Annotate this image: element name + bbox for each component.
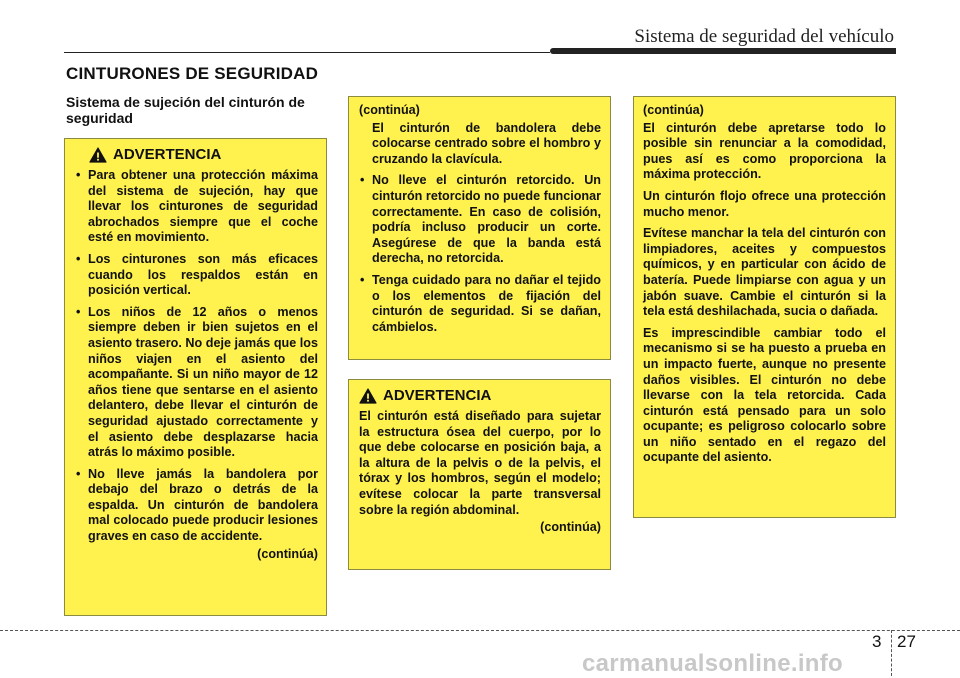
warning-box-1 [64,138,327,616]
section-subtitle: Sistema de sujeción del cinturón de seguridad [66,94,305,126]
page-number: 27 [897,632,916,651]
list-item: • No lleve jamás la bandolera por debajo del brazo o detrás de la espalda. Un cinturón de bandolera mal colocado puede producir lesiones graves en caso de accidente. [75,467,318,545]
footer-rule [0,630,960,631]
continues-label: (continúa) [540,520,601,535]
header-bar [550,48,896,54]
warning-list [75,168,318,545]
warning-list [359,173,601,335]
paragraph: Evítese manchar la tela del cinturón con limpiadores, aceites y compuestos químicos, y en particular con ácido de batería. Puede limpiarse con agua y un jabón suave. Cambie el cinturón si la tela está deshilachada, sucia o dañada. [643,226,886,319]
section-title: CINTURONES DE SEGURIDAD [66,64,319,83]
warning-label: ADVERTENCIA [113,146,222,164]
footer-divider [891,630,892,676]
warning-triangle-icon [89,147,107,163]
list-item: • Los cinturones son más eficaces cuando los respaldos están en posición vertical. [75,252,318,299]
continued-paragraph: El cinturón de bandolera debe colocarse centrado sobre el hombro y cruzando la clavícula. [372,120,601,166]
header-rule [64,52,550,53]
warning-box-2 [348,96,611,360]
warning-header [89,147,318,163]
warning-box-3 [348,379,611,570]
running-header-title: Sistema de seguridad del vehículo [634,26,894,47]
continued-label: (continúa) [643,103,704,117]
continued-label: (continúa) [359,103,420,117]
list-item: • Para obtener una protección máxima del sistema de sujeción, hay que llevar los cinturones de seguridad abrochados siempre que el coche esté en movimiento. [75,168,318,246]
paragraph: Un cinturón flojo ofrece una protección mucho menor. [643,188,886,219]
list-item: • No lleve el cinturón retorcido. Un cinturón retorcido no puede funcionar correctamente. En caso de colisión, podría incluso producir un corte. Asegúrese de que la banda está derecha, no retorcida. [359,173,601,267]
continues-label: (continúa) [257,546,318,561]
chapter-number: 3 [872,632,882,651]
paragraph: El cinturón debe apretarse todo lo posible sin renunciar a la comodidad, pues así es como proporciona la máxima protección. [643,120,886,182]
list-item: • Tenga cuidado para no dañar el tejido o los elementos de fijación del cinturón de seguridad. Si se dañan, cámbielos. [359,273,601,335]
warning-triangle-icon [359,388,377,404]
list-item: • Los niños de 12 años o menos siempre deben ir bien sujetos en el asiento trasero. No deje jamás que los niños viajen en el asiento del acompañante. Si un niño mayor de 12 años tiene que sentarse en el asiento delantero, debe llevar el cinturón de seguridad ajustado correctamente y el asiento debe desplazarse hacia atrás lo máximo posible. [75,305,318,461]
warning-header [359,388,601,404]
watermark: carmanualsonline.info [582,650,844,677]
warning-box-4 [633,96,896,518]
warning-label: ADVERTENCIA [383,387,492,405]
paragraph: Es imprescindible cambiar todo el mecanismo si se ha puesto a prueba en un impacto fuerte, aunque no presente daños visibles. El cinturón no debe llevarse con la tela retorcida. Cada cinturón está pensado para un solo ocupante; es peligroso colocarlo sobre un niño sentado en el regazo del ocupante del asiento. [643,325,886,465]
warning-text: El cinturón está diseñado para sujetar la estructura ósea del cuerpo, por lo que debe colocarse en posición baja, a la altura de la pelvis o de la pelvis, el tórax y los hombros, según el modelo; evítese colocar la parte transversal sobre la región abdominal. [359,409,601,517]
